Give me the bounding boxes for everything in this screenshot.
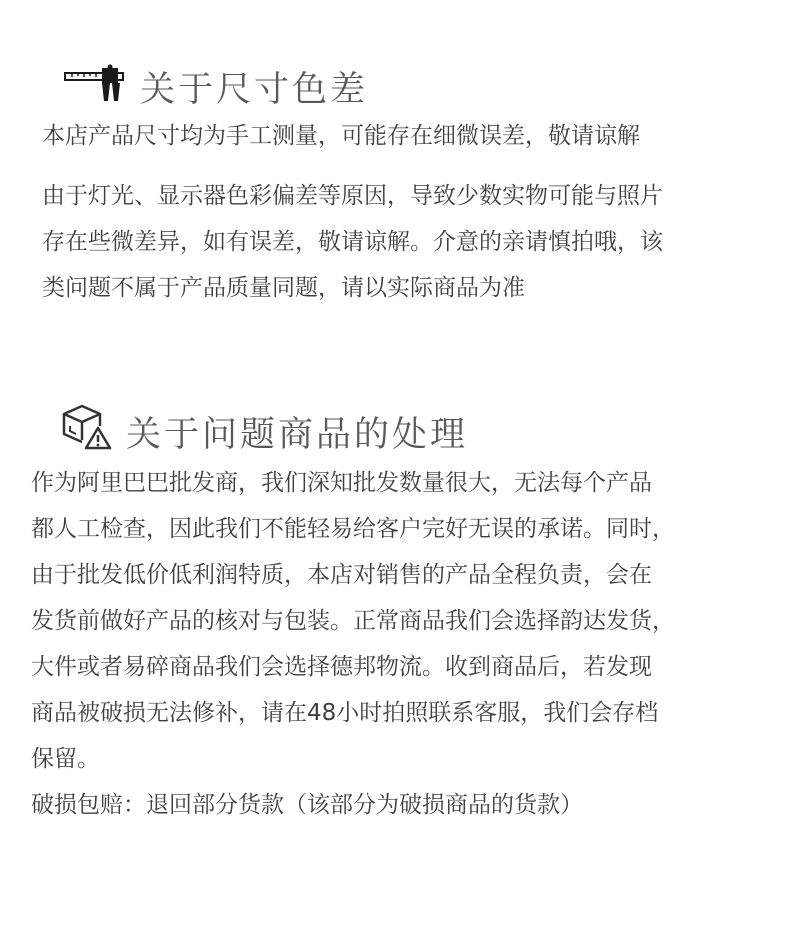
text-line: 大件或者易碎商品我们会选择德邦物流。收到商品后，若发现 <box>31 654 652 680</box>
section-title-problem-goods <box>60 404 468 459</box>
text-line: 由于灯光、显示器色彩偏差等原因，导致少数实物可能与照片 <box>42 183 663 209</box>
text-line: 作为阿里巴巴批发商，我们深知批发数量很大，无法每个产品 <box>31 470 652 496</box>
section-title-size-color <box>64 62 368 112</box>
damage-compensation-line: 破损包赔：退回部分货款（该部分为破损商品的货款） <box>31 792 583 818</box>
text-line: 都人工检查，因此我们不能轻易给客户完好无误的承诺。同时， <box>31 516 675 542</box>
text-line: 存在些微差异，如有误差，敬请谅解。介意的亲请慎拍哦，该 <box>42 229 663 255</box>
damaged-package-icon <box>60 404 112 459</box>
color-difference-note <box>42 173 663 311</box>
text-line: 发货前做好产品的核对与包装。正常商品我们会选择韵达发货， <box>31 608 675 634</box>
text-line: 类问题不属于产品质量同题，请以实际商品为准 <box>42 275 525 301</box>
text-line: 由于批发低价低利润特质，本店对销售的产品全程负责，会在 <box>31 562 652 588</box>
section2-title-text: 关于问题商品的处理 <box>126 414 469 455</box>
size-measurement-note <box>42 113 640 159</box>
text-line: 本店产品尺寸均为手工测量，可能存在细微误差，敬请谅解 <box>42 123 640 149</box>
text-line: 保留。 <box>31 746 100 772</box>
section1-title-text: 关于尺寸色差 <box>140 70 369 110</box>
problem-goods-policy <box>31 460 675 828</box>
text-line: 商品被破损无法修补，请在48小时拍照联系客服，我们会存档 <box>31 700 659 726</box>
caliper-icon <box>64 64 126 111</box>
